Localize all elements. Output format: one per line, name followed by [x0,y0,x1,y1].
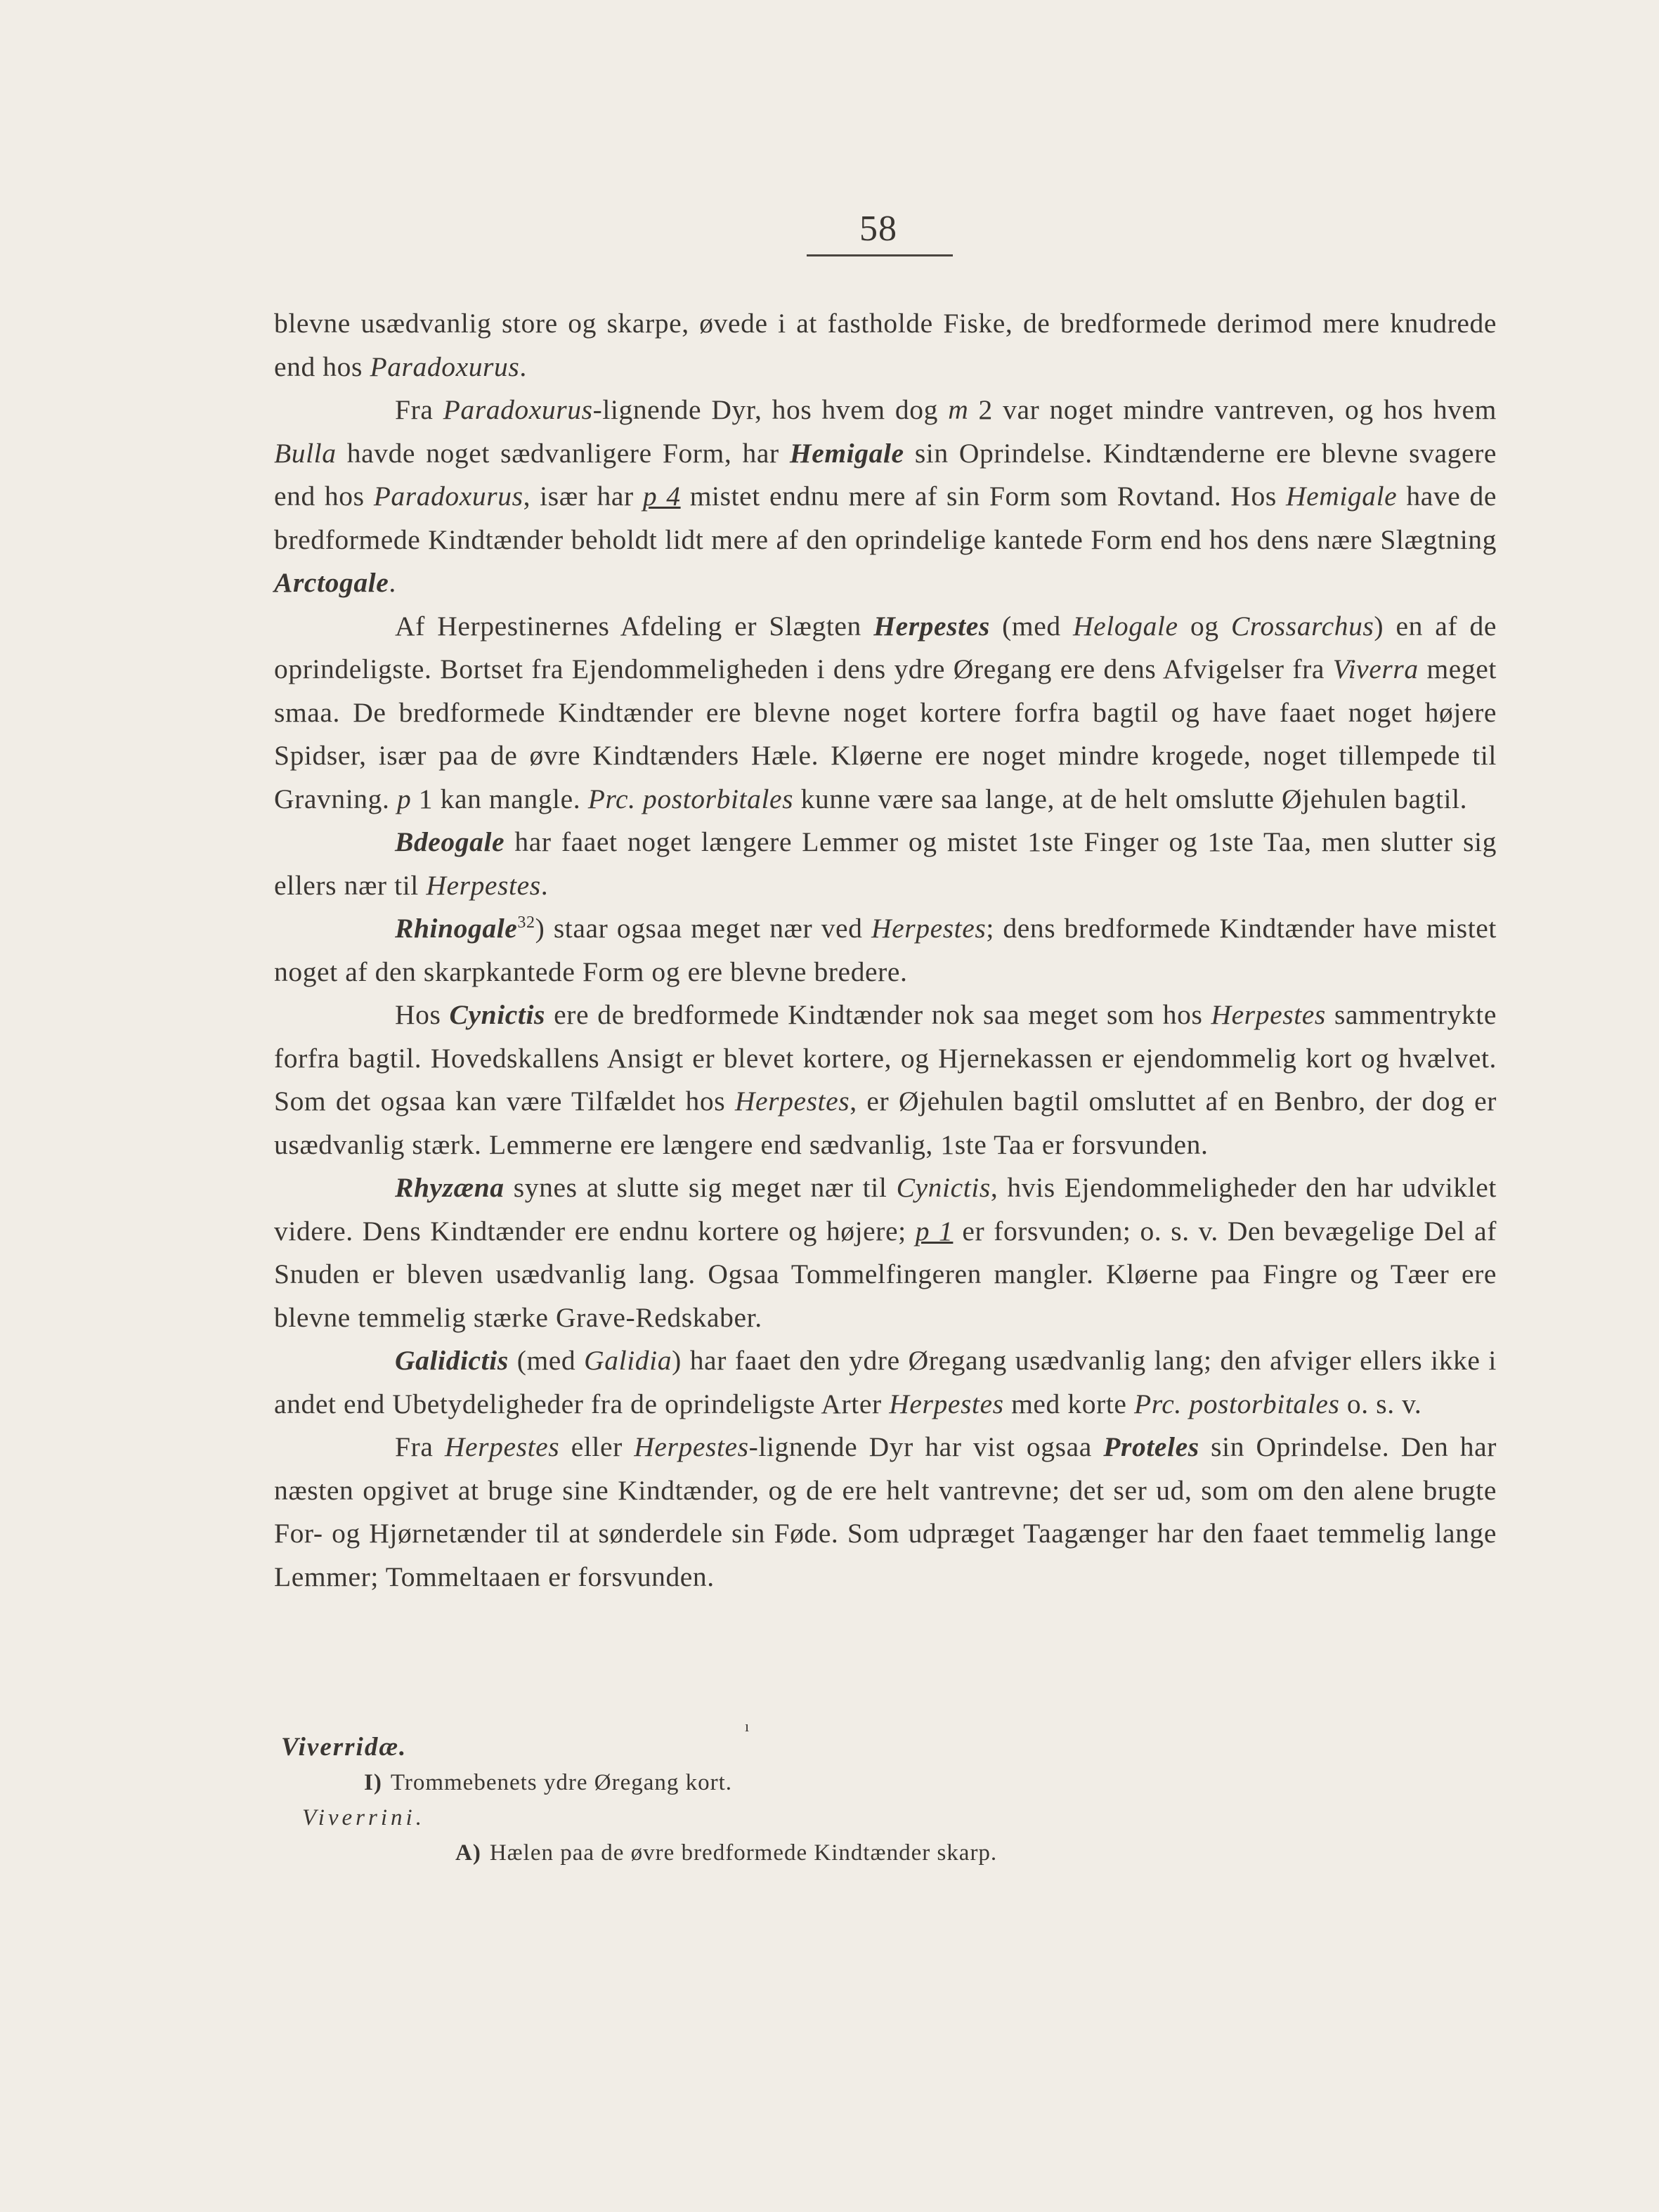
italic-term: Prc. postorbitales [1134,1388,1340,1419]
paragraph: Fra Herpestes eller Herpestes-lignende Dyr har vist ogsaa Proteles sin Oprindelse. Den har næsten opgivet at bruge sine Kindtænder, og de ere helt vantrevne; det ser ud, som om den alene brugte For- og Hjørnetænder til at sønderdele sin Føde. Som udpræget Taagænger har den faaet temmelig lange Lemmer; Tommeltaaen er forsvunden. [274,1431,1497,1592]
genus-name: Bdeogale [395,826,505,857]
italic-term: Viverra [1332,653,1419,684]
page-number: 58 [859,209,897,249]
genus-name: Cynictis [449,999,546,1030]
paragraph: Fra Paradoxurus-lignende Dyr, hos hvem dog m 2 var noget mindre vantreven, og hos hvem Bulla havde noget sædvanligere Form, har Hemigale sin Oprindelse. Kindtænderne ere blevne svagere end hos Paradoxurus, især har p 4 mistet endnu mere af sin Form som Rovtand. Hos Hemigale have de bredformede Kindtænder beholdt lidt mere af den oprindelige kantede Form end hos dens nære Slægtning Arctogale. [274,394,1497,598]
italic-term: Bulla [274,437,337,469]
italic-term: Herpestes [444,1431,560,1462]
key-item-a-text: Hælen paa de øvre bredformede Kindtænder skarp. [489,1840,998,1866]
italic-term: p [396,783,412,814]
italic-term: Herpestes [426,869,541,901]
key-tribe: Viverrini. [302,1805,425,1830]
print-mark: ı [745,1717,750,1735]
tooth-notation: p 4 [642,481,681,512]
key-item-a-mark: A) [455,1840,481,1866]
key-item-1-text: Trommebenets ydre Øregang kort. [390,1770,733,1795]
paragraph: Af Herpestinernes Afdeling er Slægten Herpestes (med Helogale og Crossarchus) en af de oprindeligste. Bortset fra Ejendommeligheden i dens ydre Øregang ere dens Afvigelser fra Viverra meget smaa. De bredformede Kindtænder ere blevne noget kortere forfra bagtil og have faaet noget højere Spidser, især paa de øvre Kindtænders Hæle. Kløerne ere noget mindre krogede, noget tillempede til Gravning. p 1 kan mangle. Prc. postorbitales kunne være saa lange, at de helt omslutte Øjehulen bagtil. [274,610,1497,814]
paragraph: Rhinogale$^{32}$) staar ogsaa meget nær ved Herpestes; dens bredformede Kindtænder have mistet noget af den skarpkantede Form og ere blevne bredere. [274,913,1497,987]
key-item-1-mark: I) [364,1770,382,1795]
genus-name: Herpestes [873,610,990,642]
genus-name: Proteles [1103,1431,1199,1462]
italic-term: Paradoxurus [443,394,593,425]
footnote-ref: 32 [517,913,535,932]
italic-term: Herpestes [1211,999,1326,1030]
genus-name: Rhinogale [395,913,518,944]
italic-term: m [948,394,969,425]
italic-term: Paradoxurus [370,351,520,382]
genus-name: Galidictis [395,1345,509,1376]
paragraph: blevne usædvanlig store og skarpe, øvede i at fastholde Fiske, de bredformede derimod mere knudrede end hos Paradoxurus. [274,308,1497,382]
page-number-rule [807,254,953,256]
tooth-notation: p 1 [915,1215,954,1247]
italic-term: Helogale [1073,610,1178,642]
italic-term: Herpestes [871,913,987,944]
key-item-1 [281,1765,1476,1800]
body-text [274,302,1497,1599]
genus-name: Arctogale [274,567,389,598]
italic-term: Hemigale [1285,481,1398,512]
italic-term: Crossarchus [1230,610,1374,642]
paragraph: Hos Cynictis ere de bredformede Kindtænder nok saa meget som hos Herpestes sammentrykte forfra bagtil. Hovedskallens Ansigt er blevet kortere, og Hjernekassen er ejendommelig kort og hvælvet. Som det ogsaa kan være Tilfældet hos Herpestes, er Øjehulen bagtil omsluttet af en Benbro, der dog er usædvanlig stærk. Lemmerne ere længere end sædvanlig, 1ste Taa er forsvunden. [274,999,1497,1160]
paragraph: Galidictis (med Galidia) har faaet den ydre Øregang usædvanlig lang; den afviger ellers ikke i andet end Ubetydeligheder fra de oprindeligste Arter Herpestes med korte Prc. postorbitales o. s. v. [274,1345,1497,1419]
italic-term: Herpestes [889,1388,1004,1419]
paragraph: Rhyzæna synes at slutte sig meget nær til Cynictis, hvis Ejendommeligheder den har udviklet videre. Dens Kindtænder ere endnu kortere og højere; p 1 er forsvunden; o. s. v. Den bevægelige Del af Snuden er bleven usædvanlig lang. Ogsaa Tommelfingeren mangler. Kløerne paa Fingre og Tæer ere blevne temmelig stærke Grave-Redskaber. [274,1172,1497,1333]
key-family: Viverridæ. [281,1733,408,1762]
genus-name: Hemigale [789,437,904,469]
italic-term: Cynictis [896,1172,991,1203]
italic-term: Galidia [584,1345,672,1376]
classification-key [281,1730,1476,1871]
paragraph: Bdeogale har faaet noget længere Lemmer og mistet 1ste Finger og 1ste Taa, men slutter sig ellers nær til Herpestes. [274,826,1497,901]
italic-term: Herpestes [734,1086,850,1117]
italic-term: Prc. postorbitales [587,783,794,814]
key-item-a [281,1835,1476,1871]
italic-term: Paradoxurus [373,481,523,512]
genus-name: Rhyzæna [395,1172,505,1203]
italic-term: Herpestes [634,1431,749,1462]
